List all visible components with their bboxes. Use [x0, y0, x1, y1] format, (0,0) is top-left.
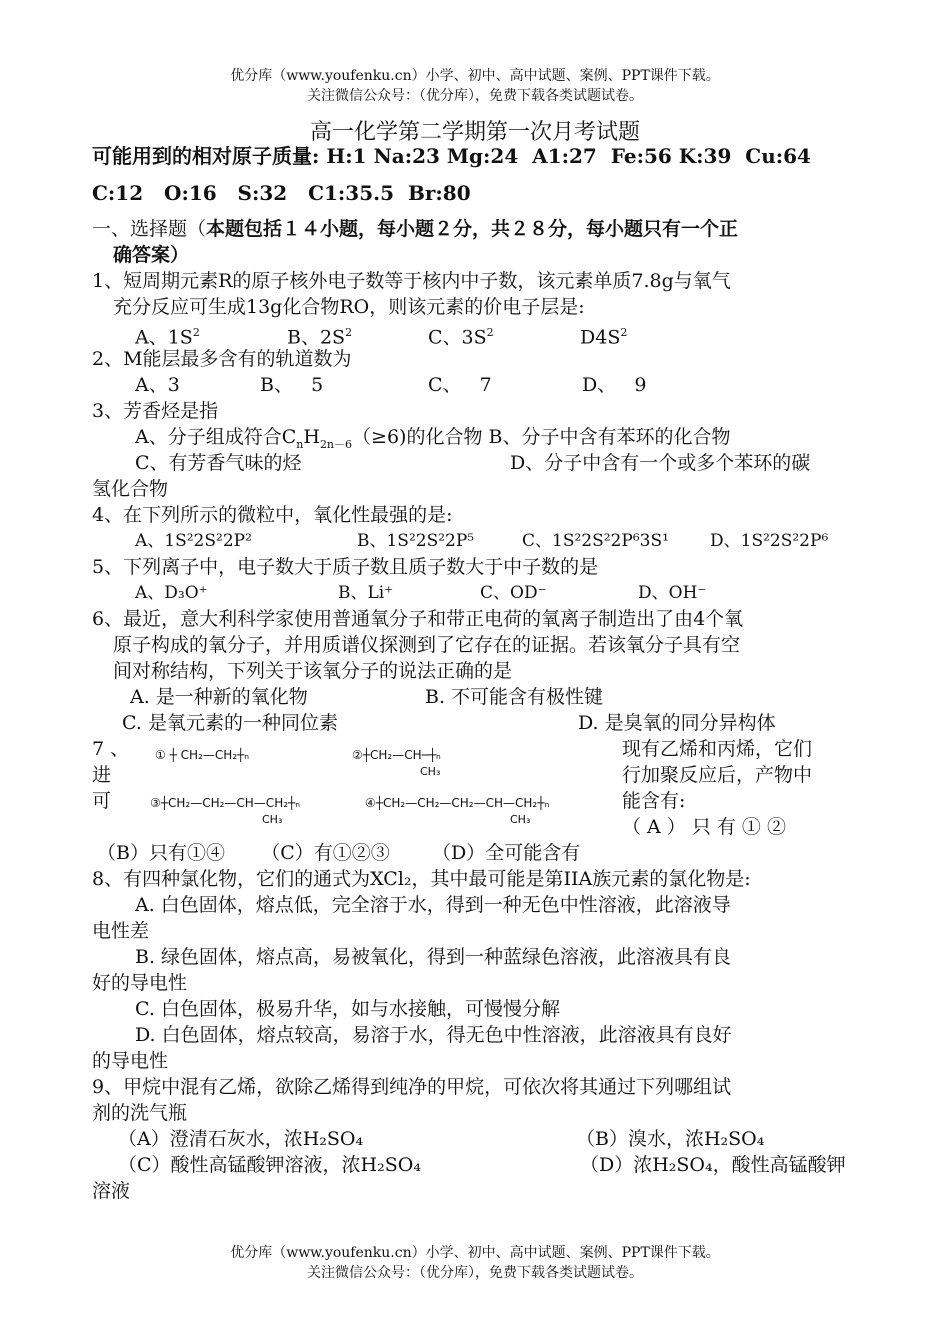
- q1-option-d: $D4S^2$: [580, 326, 628, 349]
- q4-option-c: C、1S²2S²2P⁶3S¹: [522, 531, 669, 551]
- q1-option-b: B、$2S^2$: [287, 326, 353, 349]
- q8-stem: 8、有四种氯化物，它们的通式为XCl₂，其中最可能是第IIA族元素的氯化物是:: [92, 868, 751, 890]
- q9-line-1: 9、甲烷中混有乙烯，欲除乙烯得到纯净的甲烷，可依次将其通过下列哪组试: [92, 1076, 732, 1098]
- q9-option-d-cont: 溶液: [92, 1180, 131, 1202]
- q3-stem: 3、芳香烃是指: [92, 400, 219, 422]
- polymer-2: ②┼CH₂—CH─┼ₙ: [352, 748, 441, 762]
- q8-option-d-cont: 的导电性: [92, 1050, 169, 1072]
- q7-options-bcd: （B）只有①④ （C）有①②③ （D）全可能含有: [97, 842, 581, 864]
- q8-option-a-cont: 电性差: [92, 920, 150, 942]
- section-label: 一、选择题（: [92, 218, 207, 240]
- q6-line-1: 6、最近，意大利科学家使用普通氧分子和带正电荷的氧离子制造出了由4个氧: [92, 608, 744, 630]
- polymer-4: ④┼CH₂—CH₂—CH₂—CH—CH₂┼ₙ: [365, 796, 550, 810]
- q9-option-b: （B）溴水，浓H₂SO₄: [576, 1128, 765, 1150]
- q8-option-c: C. 白色固体，极易升华，如与水接触，可慢慢分解: [135, 998, 560, 1020]
- q8-option-d: D. 白色固体，熔点较高，易溶于水，得无色中性溶液，此溶液具有良好: [135, 1024, 732, 1046]
- q6-line-3: 间对称结构，下列关于该氧分子的说法正确的是: [113, 660, 513, 682]
- q7-right-line-3: 能含有:: [622, 790, 686, 812]
- q3-option-c: C、有芳香气味的烃: [135, 452, 302, 474]
- section-note-2: 确答案）: [113, 244, 190, 266]
- q1-line-2: 充分反应可生成13g化合物RO，则该元素的价电子层是:: [113, 296, 585, 318]
- section-heading: [92, 216, 738, 242]
- atomic-masses-line-1: 可能用到的相对原子质量: H:1 Na:23 Mg:24 A1:27 Fe:56 K:39 Cu:64: [92, 144, 811, 168]
- q6-line-2: 原子构成的氧分子，并用质谱仪探测到了它存在的证据。若该氧分子具有空: [113, 634, 741, 656]
- q6-option-a: A. 是一种新的氧化物: [130, 686, 308, 708]
- q6-option-c: C. 是氧元素的一种同位素: [122, 712, 338, 734]
- atomic-masses-line-2: C:12 O:16 S:32 C1:35.5 Br:80: [92, 181, 471, 205]
- q4-option-d: D、1S²2S²2P⁶: [710, 531, 829, 551]
- q7-right-line-2: 行加聚反应后，产物中: [622, 764, 813, 786]
- page-title: 高一化学第二学期第一次月考试题: [309, 120, 640, 145]
- q2-option-a: A、3: [135, 374, 180, 396]
- polymer-2-branch: CH₃: [420, 765, 441, 778]
- q9-line-2: 剂的洗气瓶: [92, 1102, 188, 1124]
- footer-line-2: 关注微信公众号：（优分库），免费下载各类试题试卷。: [307, 1265, 643, 1281]
- footer-line-1: 优分库（www.youfenku.cn）小学、初中、高中试题、案例、PPT课件下载。: [230, 1245, 720, 1261]
- q3-option-d: D、分子中含有一个或多个苯环的碳: [510, 452, 811, 474]
- q5-option-c: C、OD⁻: [480, 583, 547, 603]
- q8-option-b: B. 绿色固体，熔点高，易被氧化，得到一种蓝绿色溶液，此溶液具有良: [135, 946, 732, 968]
- section-note-1: 本题包括１４小题，每小题２分，共２８分，每小题只有一个正: [206, 218, 739, 240]
- q1-option-c: C、$3S^2$: [428, 326, 494, 349]
- q1-line-1: 1、短周期元素R的原子核外电子数等于核内中子数，该元素单质7.8g与氧气: [92, 270, 731, 292]
- polymer-3: ③┼CH₂—CH₂—CH—CH₂┼ₙ: [150, 796, 301, 810]
- q4-stem: 4、在下列所示的微粒中，氧化性最强的是:: [92, 504, 453, 526]
- q2-stem: 2、M能层最多含有的轨道数为: [92, 348, 352, 370]
- q9-option-d: （D）浓H₂SO₄，酸性高锰酸钾: [580, 1154, 846, 1176]
- q2-option-b: B、 5: [260, 374, 324, 396]
- q5-option-a: A、D₃O⁺: [135, 583, 208, 603]
- q5-option-d: D、OH⁻: [638, 583, 707, 603]
- q4-option-a: A、1S²2S²2P²: [135, 531, 252, 551]
- q6-option-b: B. 不可能含有极性键: [425, 686, 604, 708]
- q2-option-c: C、 7: [428, 374, 492, 396]
- polymer-3-branch: CH₃: [262, 813, 283, 826]
- polymer-4-branch: CH₃: [510, 813, 531, 826]
- q7-left-word-1: 进: [92, 764, 112, 786]
- q2-option-d: D、 9: [582, 374, 647, 396]
- q1-option-a: A、$1S^2$: [135, 326, 200, 349]
- q7-option-a: （ A ） 只 有 ① ②: [622, 816, 786, 838]
- q4-option-b: B、1S²2S²2P⁵: [357, 531, 475, 551]
- q7-right-line-1: 现有乙烯和丙烯，它们: [622, 738, 813, 760]
- q8-option-b-cont: 好的导电性: [92, 972, 188, 994]
- header-line-1: 优分库（www.youfenku.cn）小学、初中、高中试题、案例、PPT课件下载。: [230, 68, 720, 84]
- q3-option-a-b: A、分子组成符合$C_nH_{2n-6}(\ge 6)$的化合物 B、分子中含有苯环的化合物: [135, 426, 731, 451]
- polymer-1: ① ┼ CH₂—CH₂┼ₙ: [155, 748, 250, 762]
- q7-number: 7 、: [92, 738, 130, 760]
- q3-option-d-cont: 氢化合物: [92, 478, 169, 500]
- q5-option-b: B、Li⁺: [338, 583, 394, 603]
- q5-stem: 5、下列离子中，电子数大于质子数且质子数大于中子数的是: [92, 556, 599, 578]
- q7-left-word-2: 可: [92, 790, 112, 812]
- header-line-2: 关注微信公众号：（优分库），免费下载各类试题试卷。: [307, 88, 643, 104]
- q6-option-d: D. 是臭氧的同分异构体: [578, 712, 776, 734]
- q9-option-a: （A）澄清石灰水，浓H₂SO₄: [118, 1128, 364, 1150]
- q9-option-c: （C）酸性高锰酸钾溶液，浓H₂SO₄: [118, 1154, 421, 1176]
- q8-option-a: A. 白色固体，熔点低，完全溶于水，得到一种无色中性溶液，此溶液导: [135, 894, 731, 916]
